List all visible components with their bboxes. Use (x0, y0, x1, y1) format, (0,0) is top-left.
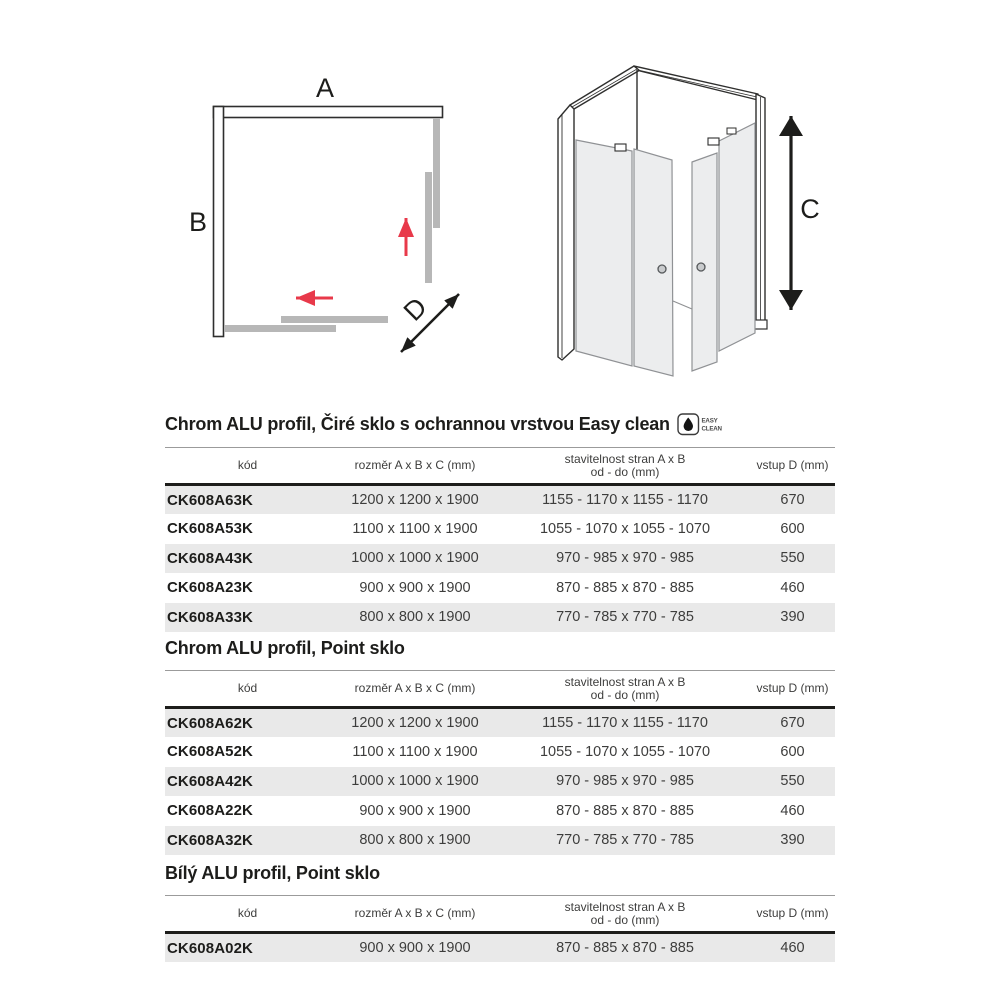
wall-profile-top (214, 107, 443, 118)
table-header-row (165, 896, 835, 933)
door-panel (425, 172, 432, 283)
easy-clean-badge (677, 413, 723, 436)
column-header-rozmer: rozměr A x B x C (mm) (330, 671, 500, 708)
cell-adjust: 770 - 785 x 770 - 785 (556, 832, 694, 849)
column-header-vstup: vstup D (mm) (750, 448, 835, 485)
door-knob-icon (658, 265, 666, 273)
table-row (165, 933, 835, 963)
cell-adjust: 770 - 785 x 770 - 785 (556, 609, 694, 626)
tray-edge-line (673, 301, 692, 309)
badge-text-line1: EASY (701, 417, 718, 425)
cell-size: 1100 x 1100 x 1900 (352, 743, 478, 760)
spec-table (165, 447, 835, 632)
table-row (165, 708, 835, 738)
wall-profile-left (214, 107, 224, 337)
cell-code: CK608A53K (167, 520, 253, 538)
cell-size: 900 x 900 x 1900 (359, 940, 471, 956)
glass-panel-fixed-left (576, 140, 632, 366)
cell-size: 900 x 900 x 1900 (359, 802, 471, 819)
dimension-label-b: B (188, 207, 208, 237)
cell-code: CK608A32K (167, 831, 253, 849)
column-header-vstup: vstup D (mm) (750, 896, 835, 933)
door-bracket (708, 138, 719, 145)
top-view-diagram (170, 55, 490, 400)
glass-panel-fixed-right (719, 123, 755, 351)
door-knob-icon (697, 263, 705, 271)
cell-code: CK608A52K (167, 743, 253, 761)
column-header-rozmer: rozměr A x B x C (mm) (330, 448, 500, 485)
table-row (165, 603, 835, 633)
column-header-stavitelnost: stavitelnost stran A x B od - do (mm) (500, 896, 750, 933)
rail-edge-line (572, 69, 637, 107)
cell-adjust: 1155 - 1170 x 1155 - 1170 (542, 715, 708, 731)
door-panel (433, 118, 440, 228)
post-foot (754, 320, 767, 329)
cell-entry: 460 (780, 579, 805, 596)
cell-adjust: 870 - 885 x 870 - 885 (556, 579, 694, 596)
cell-adjust: 1155 - 1170 x 1155 - 1170 (542, 492, 708, 508)
cell-adjust: 1055 - 1070 x 1055 - 1070 (539, 520, 711, 537)
cell-size: 1000 x 1000 x 1900 (351, 773, 479, 790)
cell-entry: 460 (780, 802, 805, 819)
door-bracket (615, 144, 626, 151)
cell-code: CK608A22K (167, 802, 253, 820)
table-row (165, 796, 835, 826)
table-row (165, 826, 835, 856)
table-header-row (165, 671, 835, 708)
cell-entry: 460 (780, 940, 805, 956)
dimension-label-a: A (315, 73, 335, 103)
glass-door-right (692, 153, 717, 371)
rail-edge-line (638, 70, 757, 97)
cell-size: 900 x 900 x 1900 (359, 579, 471, 596)
cell-code: CK608A62K (167, 714, 253, 732)
cell-size: 1200 x 1200 x 1900 (351, 492, 479, 508)
cell-code: CK608A42K (167, 772, 253, 790)
column-header-vstup: vstup D (mm) (750, 671, 835, 708)
table-section (165, 413, 835, 632)
dimension-label-d: D (397, 291, 433, 327)
cell-adjust: 970 - 985 x 970 - 985 (556, 550, 694, 567)
table-header-row (165, 448, 835, 485)
column-header-stavitelnost: stavitelnost stran A x B od - do (mm) (500, 448, 750, 485)
cell-size: 1000 x 1000 x 1900 (351, 550, 479, 567)
cell-adjust: 870 - 885 x 870 - 885 (556, 940, 694, 956)
cell-size: 800 x 800 x 1900 (359, 832, 471, 849)
table-row (165, 573, 835, 603)
table-section (165, 638, 835, 855)
cell-entry: 550 (780, 773, 805, 790)
cell-entry: 390 (780, 609, 805, 626)
table-row (165, 767, 835, 797)
door-panel (224, 325, 336, 332)
cell-size: 800 x 800 x 1900 (359, 609, 471, 626)
iso-diagram (540, 45, 860, 395)
table-row (165, 544, 835, 574)
spec-table (165, 895, 835, 962)
column-header-kod: kód (165, 896, 330, 933)
cell-size: 1100 x 1100 x 1900 (352, 520, 478, 537)
section-title-text: Chrom ALU profil, Point sklo (165, 638, 405, 658)
cell-code: CK608A43K (167, 549, 253, 567)
section-title (165, 638, 835, 659)
cell-code: CK608A33K (167, 608, 253, 626)
spec-table (165, 670, 835, 855)
cell-size: 1200 x 1200 x 1900 (351, 715, 479, 731)
cell-entry: 670 (780, 715, 805, 731)
cell-adjust: 870 - 885 x 870 - 885 (556, 802, 694, 819)
table-row (165, 485, 835, 515)
cell-entry: 600 (780, 743, 805, 760)
cell-entry: 550 (780, 550, 805, 567)
cell-entry: 670 (780, 492, 805, 508)
section-title-text: Chrom ALU profil, Čiré sklo s ochrannou vrstvou Easy clean (165, 414, 670, 434)
cell-adjust: 1055 - 1070 x 1055 - 1070 (539, 743, 711, 760)
door-bracket (727, 128, 736, 134)
badge-text-line2: CLEAN (701, 425, 722, 433)
wall-panel-left (558, 105, 574, 360)
section-title-text: Bílý ALU profil, Point sklo (165, 863, 380, 883)
section-title (165, 413, 835, 436)
cell-code: CK608A63K (167, 491, 253, 509)
glass-door-left (634, 149, 673, 376)
cell-code: CK608A23K (167, 579, 253, 597)
section-title (165, 863, 835, 884)
dimension-label-c: C (800, 194, 820, 224)
door-panel (281, 316, 388, 323)
table-row (165, 737, 835, 767)
column-header-kod: kód (165, 448, 330, 485)
cell-entry: 390 (780, 832, 805, 849)
table-section (165, 863, 835, 962)
column-header-rozmer: rozměr A x B x C (mm) (330, 896, 500, 933)
table-row (165, 514, 835, 544)
cell-adjust: 970 - 985 x 970 - 985 (556, 773, 694, 790)
cell-entry: 600 (780, 520, 805, 537)
cell-code: CK608A02K (167, 939, 253, 957)
column-header-stavitelnost: stavitelnost stran A x B od - do (mm) (500, 671, 750, 708)
column-header-kod: kód (165, 671, 330, 708)
